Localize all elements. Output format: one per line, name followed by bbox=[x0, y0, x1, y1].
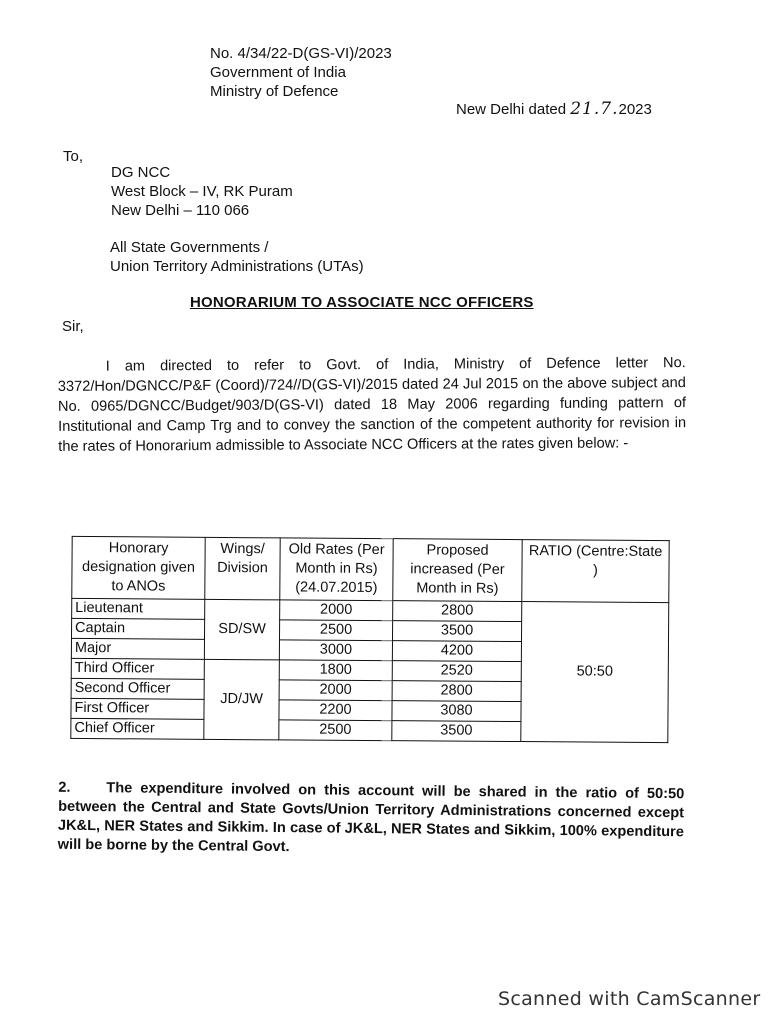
subject-heading: HONORARIUM TO ASSOCIATE NCC OFFICERS bbox=[190, 294, 534, 311]
date-year: 2023 bbox=[618, 101, 652, 118]
header-proposed: Proposed increased (Per Month in Rs) bbox=[393, 539, 522, 602]
honorarium-rates-table bbox=[70, 536, 669, 743]
proposed-rate-cell: 2800 bbox=[392, 681, 521, 702]
address-line: All State Governments / bbox=[110, 239, 269, 256]
date-prefix: New Delhi dated bbox=[456, 101, 571, 118]
old-rate-cell: 2000 bbox=[280, 600, 393, 621]
old-rate-cell: 2200 bbox=[279, 700, 392, 721]
ratio-cell: 50:50 bbox=[521, 602, 669, 743]
address-line: West Block – IV, RK Puram bbox=[111, 183, 293, 200]
address-line: New Delhi – 110 066 bbox=[111, 202, 250, 219]
salutation: Sir, bbox=[62, 318, 84, 335]
old-rate-cell: 2000 bbox=[279, 680, 392, 701]
address-line: Union Territory Administrations (UTAs) bbox=[110, 258, 364, 275]
designation-cell: Third Officer bbox=[71, 658, 204, 679]
to-label: To, bbox=[63, 148, 84, 165]
header-ratio: RATIO (Centre:State ) bbox=[522, 540, 669, 603]
date-line bbox=[456, 99, 652, 119]
ministry-name: Ministry of Defence bbox=[210, 83, 339, 100]
reference-number: No. 4/34/22-D(GS-VI)/2023 bbox=[210, 45, 392, 62]
old-rate-cell: 2500 bbox=[279, 720, 392, 741]
table-header-row bbox=[72, 536, 669, 602]
secondary-address bbox=[110, 238, 364, 276]
reference-block bbox=[210, 44, 392, 101]
header-wings: Wings/ Division bbox=[205, 537, 280, 600]
government-name: Government of India bbox=[210, 64, 346, 81]
paragraph-number: 2. bbox=[58, 779, 71, 796]
old-rate-cell: 2500 bbox=[279, 620, 392, 641]
wing-cell: JD/JW bbox=[204, 659, 280, 740]
wing-cell: SD/SW bbox=[204, 599, 279, 660]
primary-address bbox=[111, 163, 293, 220]
proposed-rate-cell: 4200 bbox=[392, 641, 521, 662]
old-rate-cell: 1800 bbox=[279, 660, 392, 681]
proposed-rate-cell: 3080 bbox=[392, 701, 521, 722]
header-old-rates: Old Rates (Per Month in Rs) (24.07.2015) bbox=[280, 538, 393, 601]
designation-cell: First Officer bbox=[71, 698, 204, 719]
handwritten-date: 21.7. bbox=[570, 99, 619, 119]
proposed-rate-cell: 2800 bbox=[393, 601, 522, 622]
body-paragraph-2 bbox=[58, 779, 685, 862]
old-rate-cell: 3000 bbox=[279, 640, 392, 661]
designation-cell: Chief Officer bbox=[71, 718, 204, 739]
designation-cell: Second Officer bbox=[71, 678, 204, 699]
proposed-rate-cell: 3500 bbox=[392, 621, 521, 642]
address-line: DG NCC bbox=[111, 164, 171, 181]
designation-cell: Captain bbox=[72, 618, 205, 639]
paragraph-text: The expenditure involved on this account will be shared in the ratio of 50:50 between the Central and State Govts/Union Territory Administrations concerned except JK&L, NER States and Sikkim. In case of JK&L, NER States and Sikkim, 100% expenditure will be borne by the Central Govt. bbox=[57, 780, 685, 856]
body-paragraph-1: I am directed to refer to Govt. of India, Ministry of Defence letter No. 3372/Hon/DGNCC/P&F (Coord)/724//D(GS-VI)/2015 dated 24 Jul 2015 on the above subject and No. 0965/DGNCC/Budget/903/D(GS-VI) dated 18 May 2006 regarding funding pattern of Institutional and Camp Trg and to convey the sanction of the competent authority for revision in the rates of Honorarium admissible to Associate NCC Officers at the rates given below: - bbox=[57, 355, 687, 455]
header-designation: Honorary designation given to ANOs bbox=[72, 536, 205, 599]
designation-cell: Lieutenant bbox=[72, 598, 205, 619]
proposed-rate-cell: 3500 bbox=[392, 721, 521, 742]
camscanner-watermark: Scanned with CamScanner bbox=[498, 988, 761, 1010]
proposed-rate-cell: 2520 bbox=[392, 661, 521, 682]
designation-cell: Major bbox=[71, 638, 204, 659]
